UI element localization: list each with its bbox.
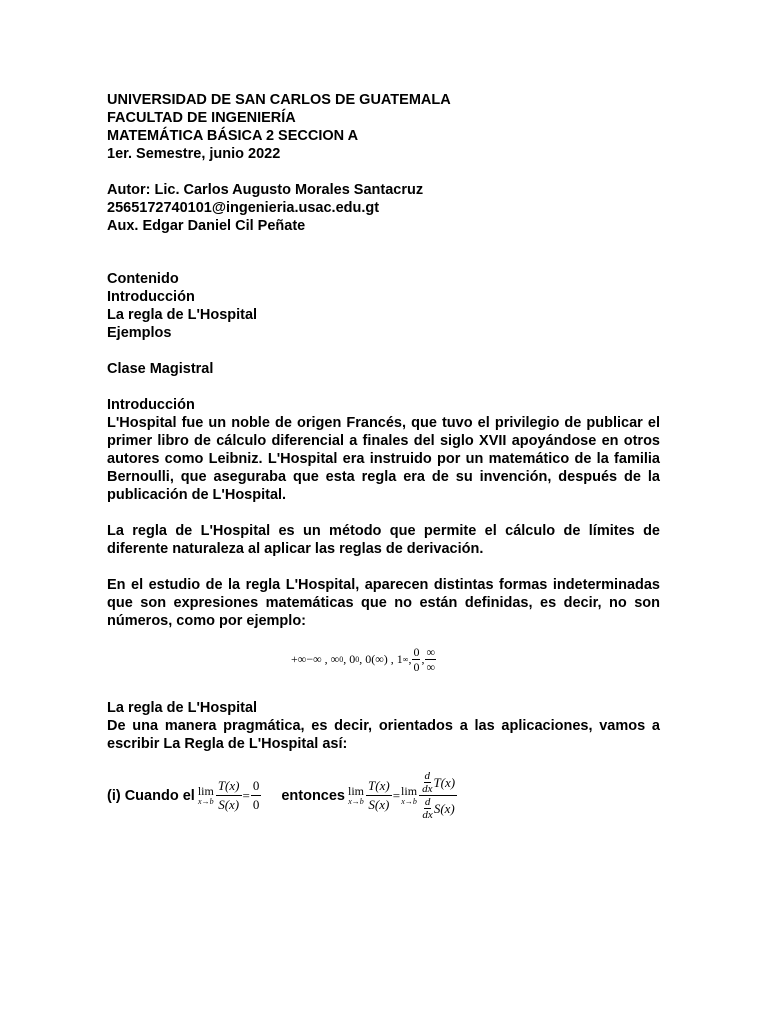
contents-item: Introducción bbox=[107, 289, 195, 305]
rule-case-i: (i) Cuando el lim x→b $\frac{T(x)}{S(x)}$ = $\frac{0}{0}$ entonces lim x→b $\frac{T(x)}{S(x)}$ = lim x→b d dx T(x) d dx S(x) bbox=[107, 770, 456, 821]
author-email: 2565172740101@ingenieria.usac.edu.gt bbox=[107, 200, 380, 216]
inf-over-inf: $\frac{\infty}{\infty}$ bbox=[426, 645, 436, 674]
limit-3: lim x→b bbox=[401, 783, 418, 806]
limit-1: lim x→b bbox=[197, 783, 214, 806]
zero-ratio: $\frac{0}{0}$ bbox=[252, 778, 260, 812]
contents-item: La regla de L'Hospital bbox=[107, 307, 258, 323]
derivative-ratio: d dx T(x) d dx S(x) bbox=[419, 770, 457, 821]
then-label: entonces bbox=[281, 787, 346, 804]
contents-item: Ejemplos bbox=[107, 325, 172, 341]
rule-paragraph: De una manera pragmática, es decir, orientados a las aplicaciones, vamos a escribir La Regla de L'Hospital así: bbox=[107, 718, 660, 752]
university-name: UNIVERSIDAD DE SAN CARLOS DE GUATEMALA bbox=[107, 92, 451, 108]
intro-paragraph-3: En el estudio de la regla L'Hospital, aparecen distintas formas indeterminadas que son expresiones matemáticas que no están definidas, es decir, no son números, como por ejemplo: bbox=[107, 577, 660, 629]
intro-paragraph-1: L'Hospital fue un noble de origen Francés, que tuvo el privilegio de publicar el primer libro de cálculo diferencial a finales del siglo XVII apoyándose en otros autores como Leibniz. L'Hospital era instruido por un matemático de la familia Bernoulli, que aseguraba que esta regla era de su invención, después de la publicación de L'Hospital. bbox=[107, 415, 660, 503]
limit-2: lim x→b bbox=[348, 783, 365, 806]
semester: 1er. Semestre, junio 2022 bbox=[107, 146, 281, 162]
intro-heading: Introducción bbox=[107, 397, 195, 413]
rule-heading: La regla de L'Hospital bbox=[107, 700, 258, 716]
faculty-name: FACULTAD DE INGENIERÍA bbox=[107, 110, 296, 126]
indeterminate-forms: +∞−∞ , ∞ 0 , 0 0 , 0(∞) , 1 ∞ , $\frac{0}{0}$ , $\frac{\infty}{\infty}$ bbox=[291, 645, 436, 674]
course-name: MATEMÁTICA BÁSICA 2 SECCION A bbox=[107, 128, 359, 144]
assistant-name: Aux. Edgar Daniel Cil Peñate bbox=[107, 218, 306, 234]
class-title: Clase Magistral bbox=[107, 361, 214, 377]
ratio-2: $\frac{T(x)}{S(x)}$ bbox=[368, 778, 390, 812]
document-body bbox=[107, 91, 660, 630]
ratio-1: $\frac{T(x)}{S(x)}$ bbox=[217, 778, 240, 812]
intro-paragraph-2: La regla de L'Hospital es un método que permite el cálculo de límites de diferente naturaleza al aplicar las reglas de derivación. bbox=[107, 523, 660, 557]
case-label: (i) Cuando el bbox=[107, 787, 195, 804]
contents-title: Contenido bbox=[107, 271, 179, 287]
author-name: Autor: Lic. Carlos Augusto Morales Santacruz bbox=[107, 182, 424, 198]
zero-over-zero: $\frac{0}{0}$ bbox=[413, 645, 420, 674]
